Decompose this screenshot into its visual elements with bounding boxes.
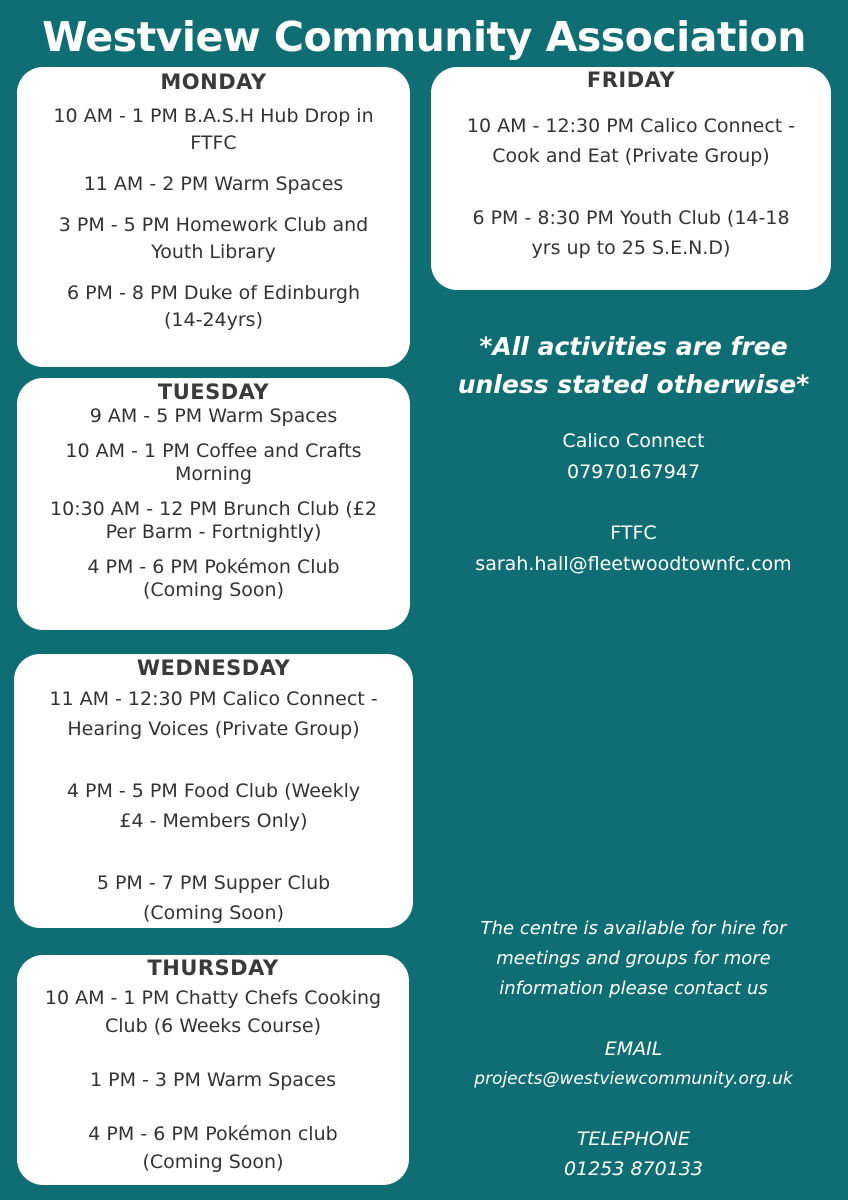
- phone-label: TELEPHONE: [576, 1128, 691, 1150]
- calico-contact: [431, 426, 836, 488]
- day-heading: FRIDAY: [586, 68, 676, 92]
- ftfc-contact: [431, 518, 836, 580]
- schedule-item: 11 AM - 12:30 PM Calico Connect - Hearing Voices (Private Group): [49, 688, 378, 740]
- day-heading: TUESDAY: [157, 380, 270, 404]
- schedule-item: 10 AM - 1 PM B.A.S.H Hub Drop in FTFC: [53, 105, 374, 154]
- schedule-item: 3 PM - 5 PM Homework Club and Youth Library: [58, 214, 369, 263]
- schedule-item: 6 PM - 8:30 PM Youth Club (14-18 yrs up to 25 S.E.N.D): [472, 207, 790, 259]
- schedule-item: 5 PM - 7 PM Supper Club (Coming Soon): [96, 872, 331, 924]
- phone-block: [431, 1124, 836, 1184]
- day-heading: THURSDAY: [147, 956, 279, 980]
- phone-number: 01253 870133: [563, 1158, 703, 1180]
- schedule-item: 11 AM - 2 PM Warm Spaces: [83, 173, 344, 195]
- contact-name: FTFC: [610, 522, 657, 544]
- schedule-item: 4 PM - 5 PM Food Club (Weekly £4 - Members Only): [66, 780, 361, 832]
- hire-info: The centre is available for hire for meetings and groups for more information please contact us: [480, 918, 787, 999]
- contact-name: Calico Connect: [562, 430, 705, 452]
- email-label: EMAIL: [604, 1038, 663, 1060]
- schedule-item: 10:30 AM - 12 PM Brunch Club (£2 Per Barm - Fortnightly): [50, 498, 377, 543]
- schedule-item: 10 AM - 1 PM Coffee and Crafts Morning: [65, 440, 362, 485]
- free-activities-notice: *All activities are free unless stated otherwise*: [457, 332, 810, 399]
- wednesday-card: [14, 654, 413, 928]
- schedule-item: 4 PM - 6 PM Pokémon club (Coming Soon): [88, 1123, 338, 1173]
- email-block: [431, 1034, 836, 1094]
- page-title: Westview Community Association: [42, 13, 806, 61]
- friday-card: [431, 67, 831, 290]
- contact-phone: 07970167947: [567, 461, 700, 483]
- monday-card: [17, 67, 410, 367]
- schedule-item: 4 PM - 6 PM Pokémon Club (Coming Soon): [87, 556, 340, 601]
- day-heading: MONDAY: [160, 70, 267, 94]
- thursday-card: [17, 955, 409, 1185]
- schedule-item: 10 AM - 12:30 PM Calico Connect - Cook and Eat (Private Group): [466, 115, 796, 167]
- schedule-item: 6 PM - 8 PM Duke of Edinburgh (14-24yrs): [66, 282, 361, 331]
- schedule-item: 9 AM - 5 PM Warm Spaces: [89, 405, 338, 427]
- schedule-item: 10 AM - 1 PM Chatty Chefs Cooking Club (6 Weeks Course): [44, 987, 382, 1037]
- day-heading: WEDNESDAY: [136, 656, 291, 680]
- schedule-item: 1 PM - 3 PM Warm Spaces: [90, 1069, 336, 1091]
- email-address: projects@westviewcommunity.org.uk: [474, 1069, 793, 1089]
- contact-email: sarah.hall@fleetwoodtownfc.com: [475, 553, 792, 575]
- tuesday-card: [17, 378, 410, 630]
